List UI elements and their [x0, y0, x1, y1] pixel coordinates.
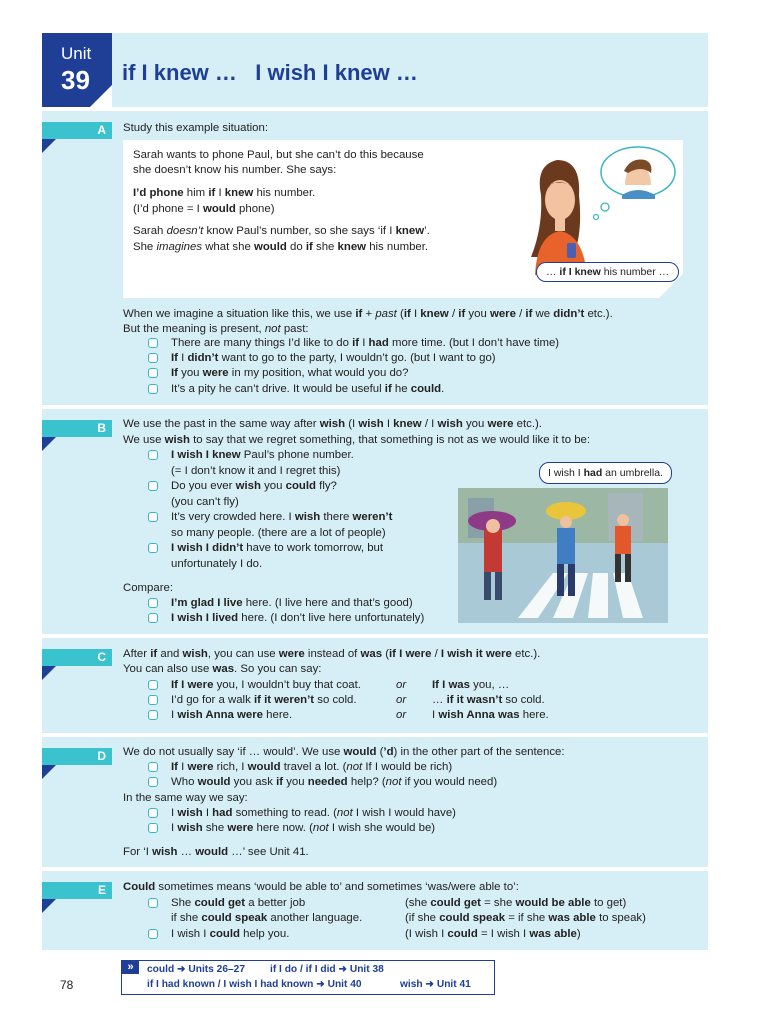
- section-d-footer: For ‘I wish … would …’ see Unit 41.: [123, 846, 309, 858]
- example-sentence: Do you ever wish you could fly?: [171, 480, 337, 492]
- section-c: [42, 638, 708, 733]
- compare-label: Compare:: [123, 582, 174, 594]
- section-marker-d: D: [42, 748, 112, 765]
- example-checkbox: [148, 512, 158, 522]
- example-line: Sarah wants to phone Paul, but she can’t do this because: [133, 149, 424, 161]
- cross-reference-link[interactable]: could ➜ Units 26–27: [147, 964, 245, 975]
- section-c-text: After if and wish, you can use were instead of was (if I were / I wish it were etc.).: [123, 648, 541, 660]
- alternative-sentence: If I was you, …: [432, 679, 510, 691]
- or-label: or: [396, 679, 407, 691]
- example-sentence-continued: if she could speak another language.: [171, 912, 363, 924]
- example-checkbox: [148, 695, 158, 705]
- unit-label: Unit: [61, 44, 92, 63]
- section-c-text: You can also use was. So you can say:: [123, 663, 322, 675]
- section-e-intro: Could sometimes means ‘would be able to’ and sometimes ‘was/were able to’:: [123, 881, 519, 893]
- example-sentence: I wish I had something to read. (not I wish I would have): [171, 807, 456, 819]
- example-sentence: If you were in my position, what would you do?: [171, 367, 409, 379]
- example-checkbox: [148, 598, 158, 608]
- example-checkbox: [148, 384, 158, 394]
- example-line: (I’d phone = I would phone): [133, 203, 275, 215]
- or-label: or: [396, 694, 407, 706]
- section-d: [42, 737, 708, 867]
- example-checkbox: [148, 680, 158, 690]
- example-sentence: I wish she were here now. (not I wish she would be): [171, 822, 436, 834]
- example-checkbox: [148, 823, 158, 833]
- section-marker-e: E: [42, 882, 112, 899]
- example-checkbox: [148, 481, 158, 491]
- example-line: She imagines what she would do if she knew his number.: [133, 241, 429, 253]
- cross-reference-arrow: »: [122, 961, 139, 974]
- example-checkbox: [148, 613, 158, 623]
- example-checkbox: [148, 777, 158, 787]
- cross-reference-link[interactable]: if I had known / I wish I had known ➜ Unit 40: [147, 979, 362, 990]
- cross-reference-box: [121, 960, 495, 995]
- example-checkbox: [148, 368, 158, 378]
- example-sentence: It’s a pity he can’t drive. It would be useful if he could.: [171, 383, 445, 395]
- compare-sentence: I wish I lived here. (I don’t live here unfortunately): [171, 612, 425, 624]
- example-line: I’d phone him if I knew his number.: [133, 187, 316, 199]
- example-sentence: I wish I could help you.: [171, 928, 290, 940]
- unit-number: 39: [61, 65, 90, 95]
- example-sentence: Who would you ask if you needed help? (not if you would need): [171, 776, 498, 788]
- example-sentence: If I didn’t want to go to the party, I wouldn’t go. (but I want to go): [171, 352, 496, 364]
- compare-sentence: I’m glad I live here. (I live here and that’s good): [171, 597, 413, 609]
- section-a-text: But the meaning is present, not past:: [123, 323, 309, 335]
- example-checkbox: [148, 338, 158, 348]
- example-sentence: I wish Anna were here.: [171, 709, 293, 721]
- section-b: [42, 409, 708, 634]
- example-checkbox: [148, 929, 158, 939]
- example-checkbox: [148, 898, 158, 908]
- cross-reference-link[interactable]: if I do / if I did ➜ Unit 38: [270, 964, 384, 975]
- section-d-intro: We do not usually say ‘if … would’. We use would (’d) in the other part of the sentence:: [123, 746, 565, 758]
- section-b-text: We use the past in the same way after wish (I wish I knew / I wish you were etc.).: [123, 418, 542, 430]
- badge-corner: [90, 85, 112, 107]
- example-checkbox: [148, 762, 158, 772]
- example-checkbox: [148, 450, 158, 460]
- example-sentence: If I were you, I wouldn’t buy that coat.: [171, 679, 361, 691]
- page-title: if I knew … I wish I knew …: [122, 60, 418, 85]
- example-checkbox: [148, 808, 158, 818]
- section-b-text: We use wish to say that we regret something, that something is not as we would like it to be:: [123, 434, 591, 446]
- section-a-intro: Study this example situation:: [123, 122, 268, 134]
- section-a: [42, 111, 708, 405]
- alternative-sentence: I wish Anna was here.: [432, 709, 549, 721]
- section-marker-c: C: [42, 649, 112, 666]
- example-note: unfortunately I do.: [171, 558, 263, 570]
- example-checkbox: [148, 710, 158, 720]
- example-sentence: I wish I knew Paul’s phone number.: [171, 449, 354, 461]
- cross-reference-link[interactable]: wish ➜ Unit 41: [400, 979, 471, 990]
- example-sentence: If I were rich, I would travel a lot. (not If I would be rich): [171, 761, 453, 773]
- section-marker-b: B: [42, 420, 112, 437]
- or-label: or: [396, 709, 407, 721]
- alternative-sentence: … if it wasn’t so cold.: [432, 694, 545, 706]
- example-sentence: It’s very crowded here. I wish there weren’t: [171, 511, 393, 523]
- meaning-note: (she could get = she would be able to get): [405, 897, 627, 909]
- example-checkbox: [148, 353, 158, 363]
- example-line: she doesn’t know his number. She says:: [133, 164, 337, 176]
- example-sentence: I’d go for a walk if it weren’t so cold.: [171, 694, 357, 706]
- sarah-thinking-illustration: [495, 145, 680, 275]
- example-line: Sarah doesn’t know Paul’s number, so she says ‘if I knew’.: [133, 225, 430, 237]
- umbrella-speech-bubble: I wish I had an umbrella.: [539, 462, 672, 484]
- example-note: (= I don’t know it and I regret this): [171, 465, 341, 477]
- section-d-middle: In the same way we say:: [123, 792, 248, 804]
- section-a-text: When we imagine a situation like this, we use if + past (if I knew / if you were / if we didn’t etc.).: [123, 308, 613, 320]
- section-marker-a: A: [42, 122, 112, 139]
- example-note: so many people. (there are a lot of people): [171, 527, 386, 539]
- example-sentence: I wish I didn’t have to work tomorrow, but: [171, 542, 384, 554]
- example-note: (you can’t fly): [171, 496, 239, 508]
- page-number: 78: [60, 978, 74, 992]
- meaning-note: (if she could speak = if she was able to speak): [405, 912, 646, 924]
- meaning-note: (I wish I could = I wish I was able): [405, 928, 581, 940]
- thought-bubble-caption: … if I knew his number …: [536, 262, 679, 282]
- section-e: [42, 871, 708, 950]
- example-checkbox: [148, 543, 158, 553]
- example-sentence: She could get a better job: [171, 897, 306, 909]
- rain-crossing-illustration: [458, 488, 668, 623]
- example-sentence: There are many things I’d like to do if I had more time. (but I don’t have time): [171, 337, 560, 349]
